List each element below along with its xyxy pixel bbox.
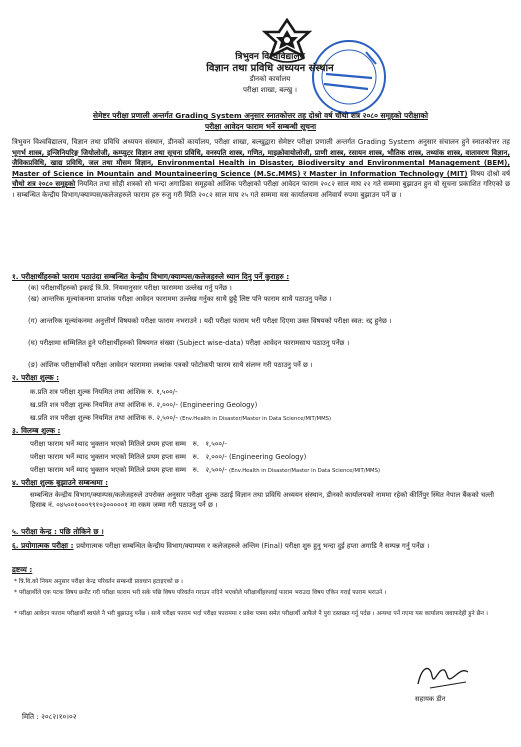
- fee-row: ख.प्रति शत्र परीक्षा शुल्क नियमित तथा आंशिक रु. २,५००/- (Env.Health in Disaster/Master in Data Science/MIT/MMS): [30, 414, 332, 422]
- section6-text: प्रयोगात्मक परीक्षा सम्बन्धित केन्द्रीय विभाग/क्याम्पस र कलेजहरुले अन्तिम (Final) परीक्षा शुरु हुनु भन्दा दुई हप्ता अगाडि नै सम्पन्न गर्नु पर्नेछ ।: [76, 542, 430, 550]
- note-item: * परीक्षार्थीले एक पटक विषय छनौट गरी परीक्षा फाराम भरी सके पछि विषय परिवर्तन गराउन नदिने भएकोले परीक्षार्थीहरुलाई फाराम भराउदा विषय एकिन गराई फाराम भराउने ।: [14, 590, 387, 596]
- fee-row: ख.प्रति शत्र परीक्षा शुल्क नियमित तथा आंशिक रु. २,०००/- (Engineering Geology): [30, 401, 258, 409]
- signer-title: सहायक डीन: [415, 695, 446, 703]
- fee-row: क.प्रति शत्र परीक्षा शुल्क नियमित तथा आंशिक रु. १,५००/-: [30, 388, 178, 396]
- notice-title-line1: सेमेष्टर परीक्षा प्रणाली अन्तर्गत Grading System अनुसार स्नातकोत्तर तह दोश्रो वर्ष चौथो शत्र २०८० समूहको परीक्षाको: [92, 111, 428, 120]
- section1-heading: १. परीक्षार्थीहरुको फाराम पठाउंदा सम्बन्धित केन्द्रीय विभाग/क्याम्पस/कलेजहरुले ध्यान दिनु पर्ने कुराहरु :: [12, 272, 290, 281]
- notice-date: मिति : २०८२।१०।०२: [22, 712, 77, 721]
- list-item: (ङ) आंशिक परीक्षार्थीको परीक्षा आवेदन फाराममा लब्धांक पत्रको फोटोकपी फारम साथै संलग्न गरी पठाउनु पर्ने छ ।: [28, 361, 313, 369]
- list-item: (ख) आन्तरिक मूल्यांकनमा प्राप्तांक परीक्षा आवेदन फाराममा उल्लेख गर्नुका साथै छुट्टै लिष्ट पनि फाराम साथै पठाउनु पर्नेछ ।: [28, 295, 332, 303]
- section4-text: सम्बन्धित केन्द्रीय विभाग/क्याम्पस/कलेजहरुले उपरोक्त अनुसार परीक्षा शुल्क उठाई विज्ञान तथा प्रविधि अध्ययन संस्थान, डीनको कार्यालयको नाममा रहेको कीर्तिपुर स्थित नेपाल बैंकको चल्ती हिसाब नं. ०४५००१०००९९१०३०००००१ मा रकम जम्मा गरी पठाउनु पर्ने छ ।: [30, 491, 495, 510]
- intro-text-2: विषय दोश्रो वर्ष: [470, 169, 510, 178]
- fee-amount: रु. १,५००/-: [147, 388, 178, 396]
- section5-heading: ५. परीक्षा केन्द्र : पछि तोकिने छ ।: [12, 527, 104, 536]
- dean-office: डीनको कार्यालय: [249, 75, 291, 83]
- notice-title: [18, 110, 503, 132]
- note-item: * परीक्षा आवेदन फाराम परीक्षार्थी स्वयंले नै भरी बुझाउनु पर्नेछ । साथै परीक्षा फाराम भर्दा परीक्षा फाराममा र प्रवेश पत्रमा समेत परीक्षार्थी आफैले नै पुरा दस्तखत गर्नु पर्दछ । अन्यथा पर्ने गएमा यस कार्यालय जवाफदेही हुने छैन ।: [14, 611, 489, 617]
- list-item: (क) परीक्षार्थीहरुको इकाई त्रि.वि. नियमानुसार परीक्षा फाराममा उल्लेख गर्नु पर्नेछ ।: [28, 284, 232, 292]
- exam-branch: परीक्षा शाखा, बल्खु ।: [242, 86, 298, 94]
- late-fee-row: परीक्षा फाराम भर्ने म्याद भुक्तान भएको मितिले प्रथम हप्ता सम्म रु. २,५००/- (Env.Health in Disaster/Master in Data Science/MIT/MMS): [30, 466, 381, 474]
- fee-amount: रु. २,५००/-: [147, 414, 178, 422]
- note-item: * त्रि.वि.को नियम अनुसार परीक्षा केन्द्र परिवर्तन सम्बन्धी प्रावधान हटाइएको छ ।: [14, 579, 183, 585]
- intro-text-1: त्रिभुवन विश्वविद्यालय, विज्ञान तथा प्रविधि अध्ययन संस्थान, डीनको कार्यालय, परीक्षा शाखा, बल्खुद्वारा सेमेष्टर परीक्षा प्रणाली अन्तर्गत Grading System अनुसार संचालन हुने स्नातकोत्तर तह: [12, 138, 510, 146]
- university-name: त्रिभुवन विश्वविद्यालय: [235, 52, 305, 62]
- list-item: (घ) परीक्षामा सम्मिलित हुने परीक्षार्थीहरुको विषयगत संख्या (Subject wise-data) परीक्षा आवेदन फारामसाथ पठाउनु पर्नेछ ।: [28, 339, 350, 347]
- intro-batch: चौथो शत्र २०८० समूहको: [12, 180, 76, 189]
- notice-title-line2: परीक्षा आवेदन फाराम भर्ने सम्बन्धी सूचना: [205, 122, 316, 131]
- intro-text-3: नियमित तथा सोही शत्रको सो भन्दा अगाडिका समूहको आंशिक परीक्षाको परीक्षा आवेदन फाराम २०८२ साल माघ २२ गते सम्ममा बुझाउन हुन यो सूचना प्रकाशित गरिएको छ । सम्बन्धित केन्द्रीय विभाग/क्याम्पस/कलेजहरुले फाराम हरु रुजु गरी मिति २०८२ साल माघ २५ गते सम्ममा यस कार्यालयमा अनिवार्य रुपमा बुझाउन पर्ने छ ।: [12, 180, 510, 199]
- fee-amount: २,५००/-: [205, 466, 227, 474]
- list-item: (ग) आन्तरिक मूल्यांकनमा अनुत्तीर्ण विषयको परीक्षा फाराम नभराउने । यदी परीक्षा फाराम भरी परीक्षा दिएमा उक्त विषयको परीक्षा स्वत: रद्द हुनेछ ।: [28, 317, 392, 325]
- section2-heading: २. परीक्षा शुल्क :: [12, 373, 60, 382]
- fee-amount: रु. २,०००/-: [147, 401, 178, 409]
- section6-heading: ६. प्रयोगात्मक परीक्षा : प्रयोगात्मक परीक्षा सम्बन्धित केन्द्रीय विभाग/क्याम्पस र कलेजहरुले अन्तिम (Final) परीक्षा शुरु हुनु भन्दा दुई हप्ता अगाडि नै सम्पन्न गर्नु पर्नेछ ।: [12, 541, 430, 550]
- section4-heading: ४. परीक्षा शुल्क बुझाउने सम्बन्धमा :: [12, 478, 109, 487]
- signature-icon: [410, 658, 480, 698]
- notes-heading: द्रष्टव्य :: [12, 565, 33, 574]
- institute-name: विज्ञान तथा प्रविधि अध्ययन संस्थान: [206, 63, 334, 74]
- institution-header: [150, 52, 390, 96]
- fee-amount: १,५००/-: [205, 440, 227, 448]
- fee-amount: २,०००/-: [205, 453, 227, 461]
- intro-paragraph: [12, 137, 510, 201]
- section3-heading: ३. विलम्ब शुल्क :: [12, 426, 61, 435]
- late-fee-row: परीक्षा फाराम भर्ने म्याद भुक्तान भएको मितिले प्रथम हप्ता सम्म रु. २,०००/- (Engineering Geology): [30, 453, 307, 461]
- intro-subjects: भूगर्भ शास्त्र, इन्जिनियरिङ्ग जियोलोजी, कम्प्युटर विज्ञान तथा सूचना प्रविधि, वनस्पति शास्त्र, गणित, माइक्रोवायोलोजी, प्राणी शास्त्र, रसायन शास्त्र, भौतिक शास्त्र, तथ्यांक शास्त्र, वातावरण विज्ञान, जैविकप्रविधि, खाद्य प्रविधि, जल तथा मौसम विज्ञान, Environmental Health in Disaster, Biodiversity and Environmental Management (BEM), Master of Science in Mountain and Mountaineering Science (M.Sc.MMS) र Master in Information Technology (MIT): [12, 148, 510, 178]
- late-fee-row: परीक्षा फाराम भर्ने म्याद भुक्तान भएको मितिले प्रथम हप्ता सम्म रु. १,५००/-: [30, 440, 227, 448]
